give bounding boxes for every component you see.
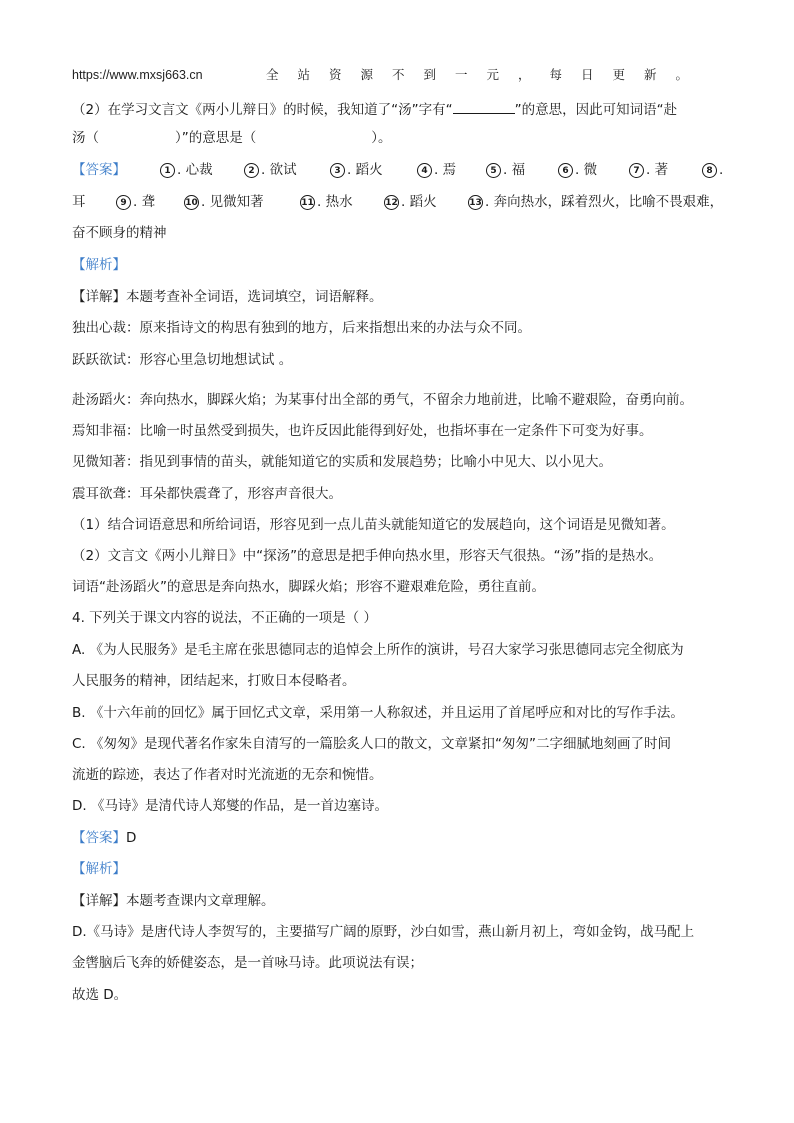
page-header [72, 66, 732, 84]
analysis-2-para-2: 金辔脑后飞奔的娇健姿态，是一首咏马诗。此项说法有误； [72, 955, 423, 971]
analysis-para-3: 赴汤蹈火：奔向热水，脚踩火焰；为某事付出全部的勇气，不留余力地前进，比喻不避艰险，奋勇向前。 [72, 392, 693, 408]
option-c-line-1: C. 《匆匆》是现代著名作家朱自清写的一篇脍炙人口的散文，文章紧扣“匆匆”二字细腻地刻画了时间 [72, 736, 671, 752]
answer-item-5: 5 . 福 [486, 160, 525, 180]
analysis-para-5: 见微知著：指见到事情的苗头，就能知道它的实质和发展趋势；比喻小中见大、以小见大。 [72, 454, 612, 470]
question-4-stem: 4. 下列关于课文内容的说法，不正确的一项是（ ） [72, 610, 377, 626]
header-slogan: 全站资源不到一元，每日更新。 [266, 67, 708, 82]
answer-item-10: 10 . 见微知著 [185, 194, 264, 210]
answer-item-8-text: 耳 [72, 194, 86, 210]
analysis-para-4: 焉知非福：比喻一时虽然受到损失，也许反因此能得到好处，也指坏事在一定条件下可变为好事。 [72, 423, 653, 439]
question-2-line-2: 汤（ ）”的意思是（ ）。 [72, 130, 392, 146]
answer-item-12: 12 . 蹈火 [385, 194, 437, 210]
analysis-para-7: （1）结合词语意思和所给词语，形容见到一点儿苗头就能知道它的发展趋向，这个词语是见微知著。 [72, 517, 675, 533]
answer-2-tag: 【答案】 [72, 830, 126, 846]
question-2-line-1: （2）在学习文言文《两小儿辩日》的时候，我知道了“汤”字有“ ”的意思，因此可知词语“赴 [72, 99, 734, 120]
header-url[interactable]: https://www.mxsj663.cn [72, 68, 203, 82]
answer-item-7: 7 . 著 [629, 160, 668, 180]
answer-item-4: 4 . 焉 [417, 160, 456, 180]
option-d: D. 《马诗》是清代诗人郑燮的作品，是一首边塞诗。 [72, 798, 388, 814]
option-b: B. 《十六年前的回忆》属于回忆式文章，采用第一人称叙述，并且运用了首尾呼应和对比的写作手法。 [72, 705, 684, 721]
answer-item-9: 9 . 聋 [116, 192, 155, 212]
answer-item-3: 3 . 蹈火 [330, 160, 383, 180]
answer-item-1: 1 . 心裁 [160, 160, 213, 180]
analysis-2-para-3: 故选 D。 [72, 987, 128, 1003]
analysis-tag: 【解析】 [72, 257, 126, 273]
analysis-2-para-1: D.《马诗》是唐代诗人李贺写的，主要描写广阔的原野，沙白如雪，燕山新月初上，弯如金钩，战马配上 [72, 924, 695, 940]
answer-continuation: 奋不顾身的精神 [72, 225, 167, 241]
analysis-detail: 【详解】本题考查补全词语，选词填空，词语解释。 [72, 289, 383, 305]
analysis-para-9: 词语“赴汤蹈火”的意思是奔向热水，脚踩火焰；形容不避艰难危险，勇往直前。 [72, 579, 545, 595]
analysis-para-6: 震耳欲聋：耳朵都快震聋了，形容声音很大。 [72, 486, 342, 502]
analysis-2-detail: 【详解】本题考查课内文章理解。 [72, 893, 275, 909]
option-a-line-1: A. 《为人民服务》是毛主席在张思德同志的追悼会上所作的演讲，号召大家学习张思德同志完全彻底为 [72, 642, 684, 658]
answer-tag: 【答案】 [72, 162, 126, 178]
analysis-para-2: 跃跃欲试：形容心里急切地想试试 。 [72, 352, 293, 368]
answer-blank-1 [453, 99, 515, 114]
answer-item-8: 8 . [702, 160, 723, 180]
answer-item-13: 13 . 奔向热水，踩着烈火，比喻不畏艰难， [469, 194, 724, 210]
option-a-line-2: 人民服务的精神，团结起来，打败日本侵略者。 [72, 673, 356, 689]
analysis-2-tag: 【解析】 [72, 861, 126, 877]
answer-2 [72, 828, 734, 848]
answer-item-2: 2 . 欲试 [244, 160, 297, 180]
answer-2-value: D [126, 830, 137, 846]
option-c-line-2: 流逝的踪迹，表达了作者对时光流逝的无奈和惋惜。 [72, 767, 383, 783]
answer-item-11: 11 . 热水 [301, 194, 353, 210]
answer-item-6: 6 . 微 [558, 160, 597, 180]
analysis-para-1: 独出心裁：原来指诗文的构思有独到的地方，后来指想出来的办法与众不同。 [72, 320, 531, 336]
analysis-para-8: （2）文言文《两小儿辩日》中“探汤”的意思是把手伸向热水里，形容天气很热。“汤”指的是热水。 [72, 548, 663, 564]
